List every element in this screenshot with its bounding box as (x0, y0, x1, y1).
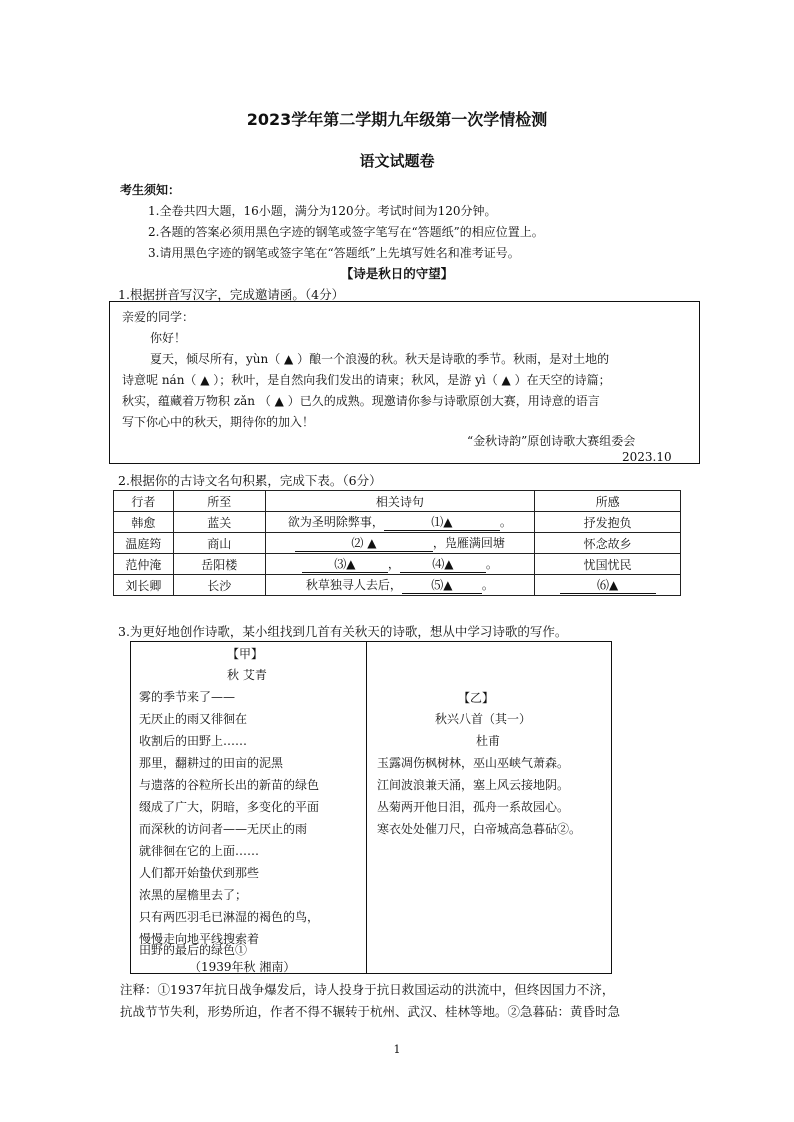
poetry-table (113, 490, 681, 596)
poem-line: 只有两匹羽毛已淋湿的褐色的鸟， (139, 910, 320, 924)
verse-cell (265, 554, 535, 575)
verse-text: ，凫雁满回塘 (432, 536, 505, 550)
feeling-cell: 怀念故乡 (535, 533, 681, 554)
table-row (114, 575, 681, 596)
poem-line: 缀成了广大，阴暗，多变化的平面 (139, 800, 320, 814)
verse-text: 。 (499, 515, 512, 529)
traveler-cell: 范仲淹 (114, 554, 174, 575)
poem-b-title: 秋兴八首（其一） (435, 712, 532, 726)
table-row (114, 533, 681, 554)
notice-item: 2.各题的答案必须用黑色字迹的钢笔或签字笔写在“答题纸”的相应位置上。 (148, 225, 544, 239)
answer-blank: ⑸▲ (402, 576, 482, 594)
verse-text: ， (387, 557, 400, 571)
poem-line: 丛菊两开他日泪，孤舟一系故园心。 (377, 800, 570, 814)
answer-blank: ⑹▲ (560, 576, 656, 594)
poem-b-label: 【乙】 (458, 691, 495, 705)
poem-line: 浓黑的屋檐里去了； (139, 888, 248, 902)
column-header: 相关诗句 (265, 491, 535, 512)
poem-line: 慢慢走向地平线搜索着 (139, 932, 260, 946)
verse-text: 。 (485, 557, 498, 571)
poem-line: 与遗落的谷粒所长出的新苗的绿色 (139, 778, 320, 792)
exam-subtitle: 语文试题卷 (359, 152, 435, 170)
poem-line: 就徘徊在它的上面…… (139, 844, 260, 858)
notice-heading: 考生须知： (120, 183, 181, 197)
letter-greeting: 你好！ (150, 331, 187, 345)
exam-title: 2023学年第二学期九年级第一次学情检测 (246, 110, 548, 129)
poem-line: 寒衣处处催刀尺，白帝城高急暮砧②。 (377, 822, 582, 836)
question-2-prompt: 2.根据你的古诗文名句积累，完成下表。（6分） (118, 473, 382, 488)
place-cell: 岳阳楼 (173, 554, 265, 575)
question-3-prompt: 3.为更好地创作诗歌，某小组找到几首有关秋天的诗歌，想从中学习诗歌的写作。 (118, 624, 568, 639)
poem-a-footer: （1939年秋 湘南） (189, 960, 296, 974)
feeling-cell: 抒发抱负 (535, 512, 681, 533)
notice-item: 1.全卷共四大题，16小题，满分为120分。考试时间为120分钟。 (148, 204, 497, 218)
poem-a-title: 秋 艾青 (227, 668, 267, 682)
poems-divider (366, 642, 367, 973)
poem-line: 玉露凋伤枫树林，巫山巫峡气萧森。 (377, 756, 570, 770)
letter-line: 诗意呢 nán（ ▲ ）；秋叶，是自然向我们发出的请柬；秋风，是游 yì（ ▲ ）在天空的诗篇； (122, 373, 611, 387)
poem-line: 收割后的田野上…… (139, 734, 248, 748)
poem-notes-line: 抗战节节失利，形势所迫，作者不得不辗转于杭州、武汉、桂林等地。②急暮砧：黄昏时急 (120, 1004, 621, 1019)
verse-cell (265, 512, 535, 533)
poem-line: 人们都开始蛰伏到那些 (139, 866, 260, 880)
table-row (114, 512, 681, 533)
invitation-letter-box (109, 301, 700, 464)
verse-text: 欲为圣明除弊事， (287, 515, 384, 529)
letter-signature: “金秋诗韵”原创诗歌大赛组委会 (467, 434, 636, 448)
traveler-cell: 韩愈 (114, 512, 174, 533)
letter-date: 2023.10 (622, 450, 672, 464)
poem-line: 雾的季节来了—— (139, 690, 236, 704)
page-number: 1 (393, 1043, 401, 1056)
verse-cell (265, 575, 535, 596)
question-1-prompt: 1.根据拼音写汉字，完成邀请函。（4分） (118, 287, 345, 302)
feeling-cell: 忧国忧民 (535, 554, 681, 575)
answer-blank: ⑷▲ (400, 555, 486, 573)
section-title: 【诗是秋日的守望】 (340, 266, 454, 281)
letter-line: 写下你心中的秋天，期待你的加入！ (122, 415, 315, 429)
place-cell: 商山 (173, 533, 265, 554)
notice-item: 3.请用黑色字迹的钢笔或签字笔在“答题纸”上先填写姓名和准考证号。 (148, 246, 520, 260)
poem-line: 田野的最后的绿色① (139, 943, 248, 957)
place-cell: 蓝关 (173, 512, 265, 533)
letter-line: 秋实，蕴藏着万物积 zǎn （ ▲ ）已久的成熟。现邀请你参与诗歌原创大赛，用诗意的语言 (122, 394, 600, 408)
table-row (114, 554, 681, 575)
place-cell: 长沙 (173, 575, 265, 596)
verse-text: 秋草独寻人去后， (305, 578, 402, 592)
column-header: 所至 (173, 491, 265, 512)
verse-text: 。 (481, 578, 494, 592)
poem-line: 江间波浪兼天涌，塞上风云接地阴。 (377, 778, 570, 792)
verse-cell (265, 533, 535, 554)
traveler-cell: 刘长卿 (114, 575, 174, 596)
column-header: 行者 (114, 491, 174, 512)
answer-blank: ⑵ ▲ (295, 534, 433, 552)
poem-notes-line: 注释：①1937年抗日战争爆发后，诗人投身于抗日救国运动的洪流中，但终因国力不济， (120, 982, 615, 997)
poems-box (130, 641, 612, 974)
letter-salutation: 亲爱的同学： (122, 310, 195, 324)
poem-line: 无厌止的雨又徘徊在 (139, 712, 248, 726)
answer-blank: ⑶▲ (302, 555, 388, 573)
traveler-cell: 温庭筠 (114, 533, 174, 554)
poem-line: 那里，翻耕过的田亩的泥黑 (139, 756, 284, 770)
answer-blank: ⑴▲ (384, 513, 500, 531)
letter-line: 夏天，倾尽所有，yùn（ ▲ ）酿一个浪漫的秋。秋天是诗歌的季节。秋雨，是对土地的 (150, 352, 610, 366)
poem-a-label: 【甲】 (227, 647, 264, 661)
poem-b-author: 杜甫 (476, 734, 501, 748)
column-header: 所感 (535, 491, 681, 512)
feeling-cell (535, 575, 681, 596)
table-header-row (114, 491, 681, 512)
poem-line: 而深秋的访问者——无厌止的雨 (139, 822, 308, 836)
